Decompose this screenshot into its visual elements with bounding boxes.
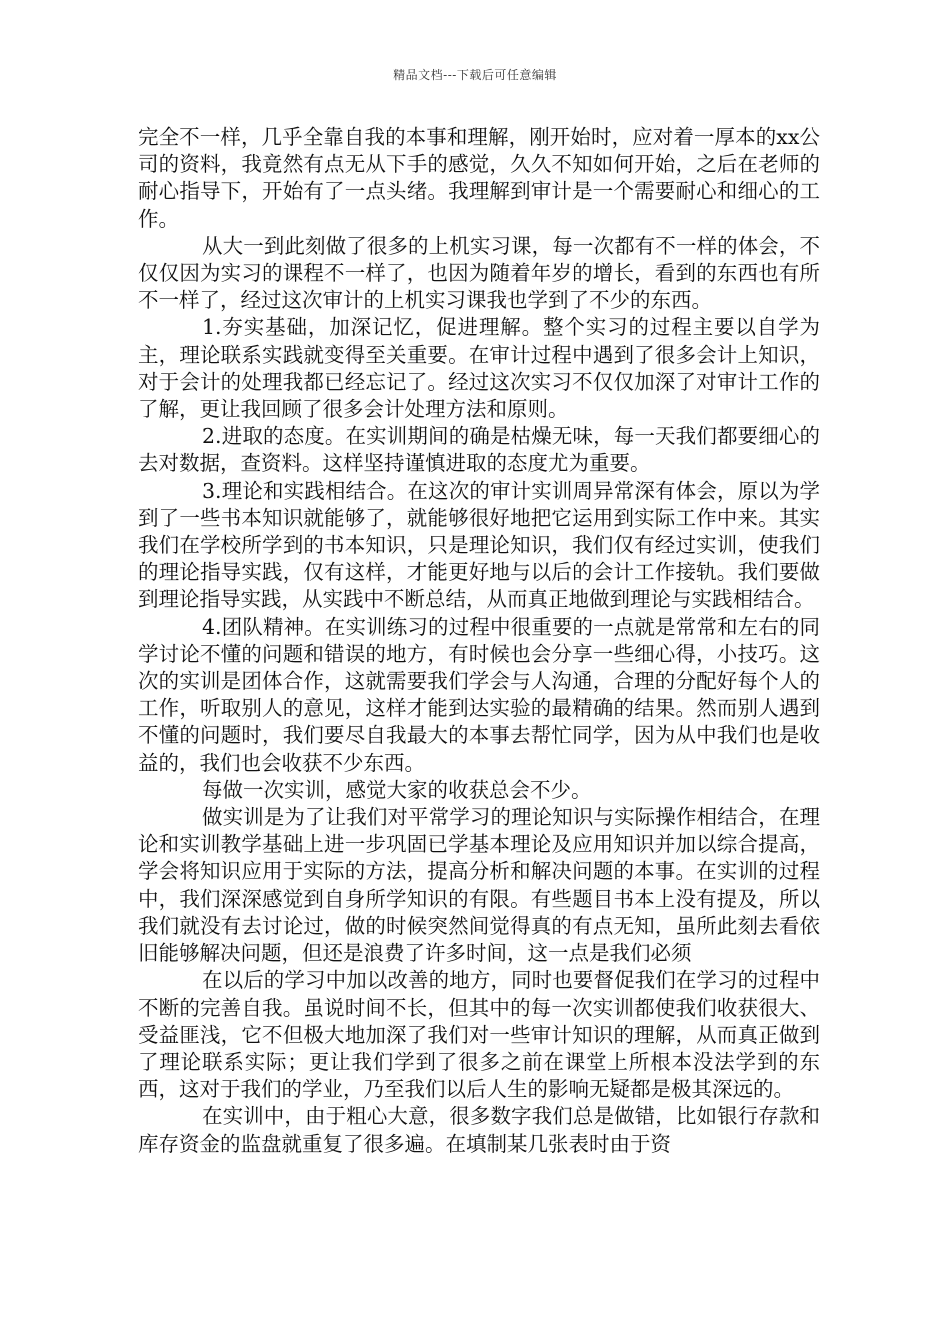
paragraph: 每做一次实训，感觉大家的收获总会不少。 bbox=[202, 777, 592, 802]
paragraph: 做实训是为了让我们对平常学习的理论知识与实际操作相结合，在理论和实训教学基础上进一步巩固已学基本理论及应用知识并加以综合提高，学会将知识应用于实际的方法，提高分析和解决问题的本事。在实训的过程中，我们深深感觉到自身所学知识的有限。有些题目书本上没有提及，所以我们就没有去讨论过，做的时候突然间觉得真的有点无知，虽所此刻去看依旧能够解决问题，但还是浪费了许多时间，这一点是我们必须 bbox=[138, 805, 820, 966]
paragraph: 完全不一样，几乎全靠自我的本事和理解，刚开始时，应对着一厚本的xx公司的资料，我竟然有点无从下手的感觉，久久不知如何开始，之后在老师的耐心指导下，开始有了一点头绪。我理解到审计是一个需要耐心和细心的工作。 bbox=[138, 125, 820, 231]
paragraph: 从大一到此刻做了很多的上机实习课，每一次都有不一样的体会，不仅仅因为实习的课程不一样了，也因为随着年岁的增长，看到的东西也有所不一样了，经过这次审计的上机实习课我也学到了不少的东西。 bbox=[138, 233, 820, 313]
document-body bbox=[138, 124, 820, 1158]
paragraph: 2.进取的态度。在实训期间的确是枯燥无味，每一天我们都要细心的去对数据，查资料。这样坚持谨慎进取的态度尤为重要。 bbox=[138, 424, 820, 476]
paragraph: 在以后的学习中加以改善的地方，同时也要督促我们在学习的过程中不断的完善自我。虽说时间不长，但其中的每一次实训都使我们收获很大、受益匪浅，它不但极大地加深了我们对一些审计知识的理解，从而真正做到了理论联系实际；更让我们学到了很多之前在课堂上所根本没法学到的东西，这对于我们的学业，乃至我们以后人生的影响无疑都是极其深远的。 bbox=[138, 968, 820, 1102]
paragraph: 1.夯实基础，加深记忆，促进理解。整个实习的过程主要以自学为主，理论联系实践就变得至关重要。在审计过程中遇到了很多会计上知识，对于会计的处理我都已经忘记了。经过这次实习不仅仅加深了对审计工作的了解，更让我回顾了很多会计处理方法和原则。 bbox=[138, 315, 820, 422]
paragraph: 在实训中，由于粗心大意，很多数字我们总是做错，比如银行存款和库存资金的监盘就重复了很多遍。在填制某几张表时由于资 bbox=[138, 1104, 820, 1156]
page-header: 精品文档---下载后可任意编辑 bbox=[393, 68, 557, 82]
paragraph: 3.理论和实践相结合。在这次的审计实训周异常深有体会，原以为学到了一些书本知识就能够了，就能够很好地把它运用到实际工作中来。其实我们在学校所学到的书本知识，只是理论知识，我们仅有经过实训，使我们的理论指导实践，仅有这样，才能更好地与以后的会计工作接轨。我们要做到理论指导实践，从实践中不断总结，从而真正地做到理论与实践相结合。 bbox=[138, 478, 820, 612]
paragraph: 4.团队精神。在实训练习的过程中很重要的一点就是常常和左右的同学讨论不懂的问题和错误的地方，有时候也会分享一些细心得，小技巧。这次的实训是团体合作，这就需要我们学会与人沟通，合理的分配好每个人的工作，听取别人的意见，这样才能到达实验的最精确的结果。然而别人遇到不懂的问题时，我们要尽自我最大的本事去帮忙同学，因为从中我们也是收益的，我们也会收获不少东西。 bbox=[138, 614, 820, 775]
